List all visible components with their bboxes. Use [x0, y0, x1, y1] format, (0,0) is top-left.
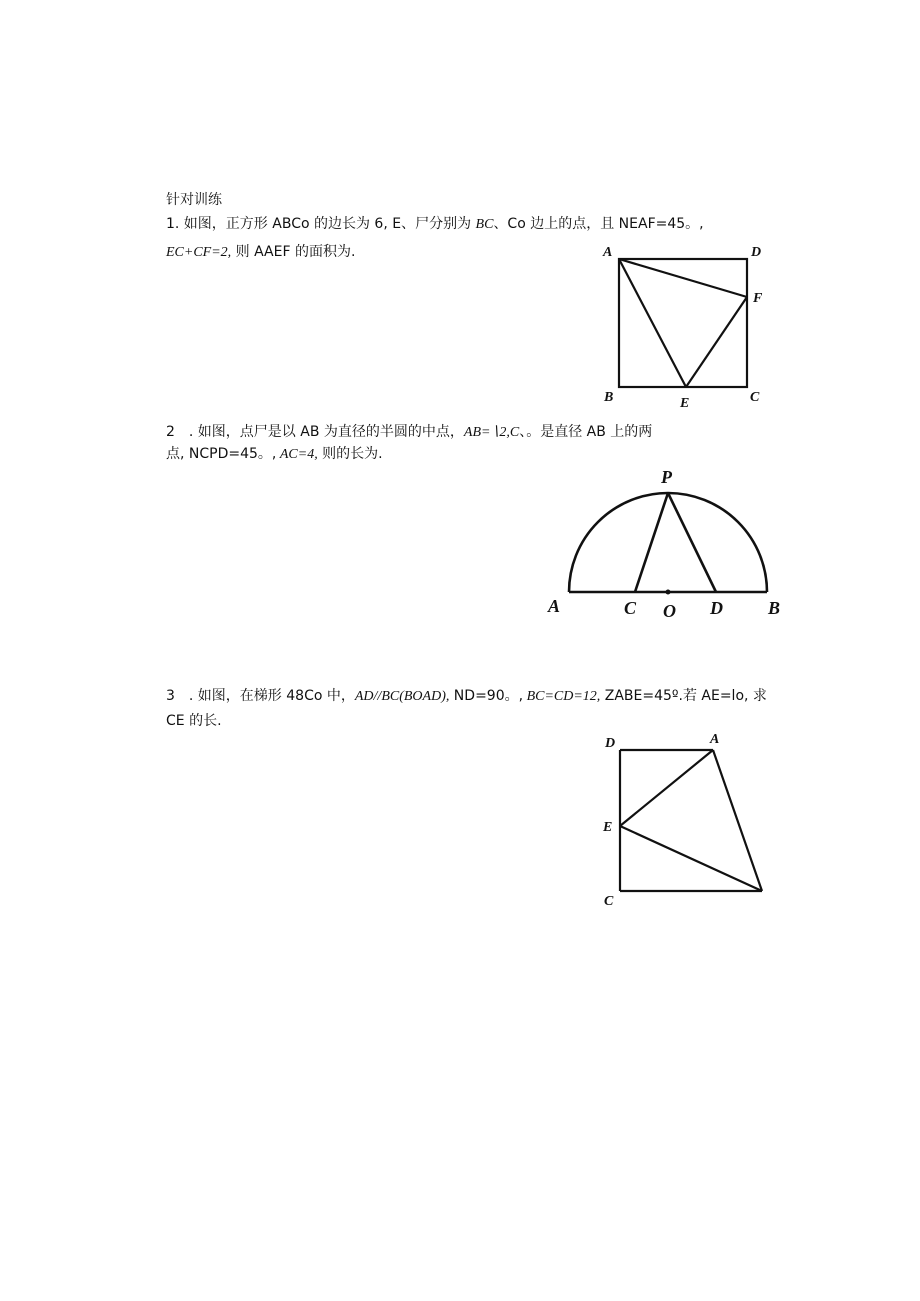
q3-segment-ea [620, 750, 713, 826]
q3-label-e: E [603, 820, 613, 835]
q3-label-c: C [604, 894, 614, 909]
q2-label-b: B [768, 598, 781, 618]
q3-text-e: ZABE=45º.若 AE=lo, 求 [600, 688, 767, 704]
q2-text-e: AC=4, [276, 447, 318, 462]
q1-label-f: F [753, 291, 763, 306]
q3-label-d: D [605, 736, 616, 751]
q1-text-e: 则 AAEF 的面积为. [231, 244, 356, 260]
q1-label-a: A [603, 245, 613, 260]
q3-text-a: 3 . 如图，在梯形 48Co 中， [166, 688, 355, 704]
q1-label-b: B [604, 390, 614, 405]
q2-text-d: 点, NCPD=45。, [166, 446, 277, 462]
section-title: 针对训练 [166, 192, 222, 208]
q1-text-d: EC+CF=2, [166, 245, 232, 260]
q2-text-f: 则的长为. [317, 446, 383, 462]
q3-segment-eb [620, 826, 762, 891]
q1-label-c: C [750, 390, 760, 405]
q1-text-b: BC [475, 217, 494, 232]
q1-label-e: E [680, 396, 690, 411]
q2-text-a: 2 . 如图，点尸是以 AB 为直径的半圆的中点， [166, 424, 464, 440]
q1-text-c: 、Co 边上的点，且 NEAF=45。, [493, 216, 704, 232]
q1-label-d: D [751, 245, 762, 260]
q3-label-a: A [710, 732, 720, 747]
q2-label-o: O [663, 601, 676, 621]
q2-text-c: 、。是直径 AB 上的两 [519, 424, 653, 440]
q3-text-c: ND=90。, [449, 688, 524, 704]
q2-label-a: A [548, 596, 561, 616]
q3-side-ab [713, 750, 762, 891]
q2-label-p: P [661, 467, 672, 487]
q2-text-b: AB=∖2,C [463, 425, 520, 440]
q3-text-d: BC=CD=12, [523, 689, 601, 704]
q3-text-b: AD//BC(BOAD), [354, 689, 450, 704]
q2-label-c: C [624, 598, 637, 618]
q2-label-d: D [710, 598, 723, 618]
q3-line2: CE 的长. [166, 713, 222, 729]
q1-text-a: 1. 如图，正方形 ABCo 的边长为 6, E、尸分别为 [166, 216, 476, 232]
